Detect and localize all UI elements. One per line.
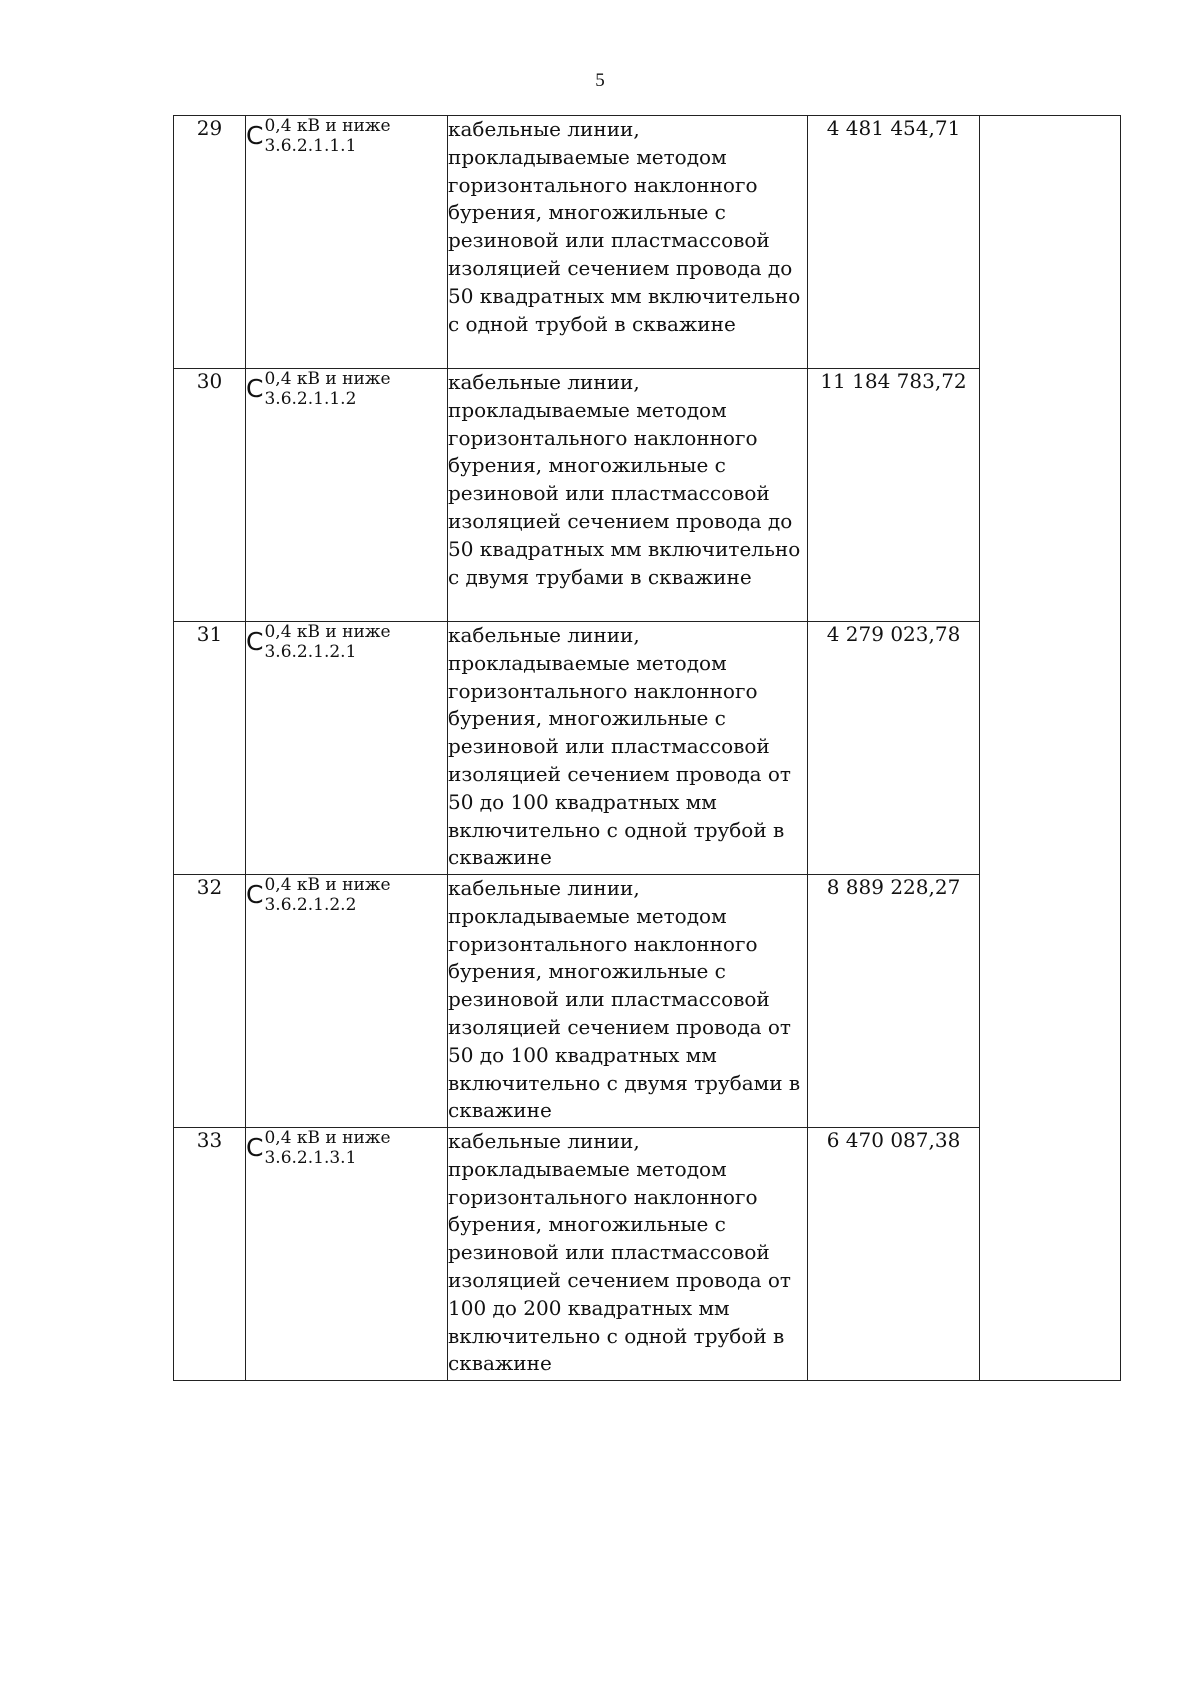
rate-code-superscript: 0,4 кВ и ниже bbox=[264, 369, 391, 389]
rate-code-letter: C bbox=[246, 627, 264, 656]
rate-code-formula bbox=[246, 369, 391, 409]
rate-code-subscript: 3.6.2.1.2.1 bbox=[264, 642, 357, 662]
row-description: кабельные линии, прокладываемые методом горизонтального наклонного бурения, многожильные с резиновой или пластмассовой изоляцией сечением провода до 50 квадратных мм включительно с двумя трубами в скважине bbox=[448, 369, 808, 622]
rate-code-superscript: 0,4 кВ и ниже bbox=[264, 875, 391, 895]
rate-code-subscript: 3.6.2.1.2.2 bbox=[264, 895, 357, 915]
row-value: 11 184 783,72 bbox=[808, 369, 980, 622]
row-number: 30 bbox=[174, 369, 246, 622]
rate-code-superscript: 0,4 кВ и ниже bbox=[264, 1128, 391, 1148]
rate-code-superscript: 0,4 кВ и ниже bbox=[264, 622, 391, 642]
row-description: кабельные линии, прокладываемые методом горизонтального наклонного бурения, многожильные с резиновой или пластмассовой изоляцией сечением провода до 50 квадратных мм включительно с одной трубой в скважине bbox=[448, 116, 808, 369]
rate-code-subscript: 3.6.2.1.3.1 bbox=[264, 1148, 357, 1168]
table-row bbox=[174, 1128, 1121, 1381]
rate-code-letter: C bbox=[246, 880, 264, 909]
row-number: 33 bbox=[174, 1128, 246, 1381]
rate-code bbox=[246, 369, 448, 622]
rate-code-subscript: 3.6.2.1.1.1 bbox=[264, 136, 357, 156]
merged-empty-cell bbox=[980, 116, 1121, 1381]
rate-code-superscript: 0,4 кВ и ниже bbox=[264, 116, 391, 136]
rate-code-formula bbox=[246, 622, 391, 662]
row-description: кабельные линии, прокладываемые методом горизонтального наклонного бурения, многожильные с резиновой или пластмассовой изоляцией сечением провода от 100 до 200 квадратных мм включительно с одной трубой в скважине bbox=[448, 1128, 808, 1381]
rate-code-subscript: 3.6.2.1.1.2 bbox=[264, 389, 357, 409]
row-number: 31 bbox=[174, 622, 246, 875]
row-number: 32 bbox=[174, 875, 246, 1128]
table-row bbox=[174, 369, 1121, 622]
rate-code bbox=[246, 116, 448, 369]
rate-code bbox=[246, 875, 448, 1128]
table-row bbox=[174, 875, 1121, 1128]
row-value: 8 889 228,27 bbox=[808, 875, 980, 1128]
rate-code-formula bbox=[246, 1128, 391, 1168]
page-number: 5 bbox=[595, 70, 605, 91]
row-description: кабельные линии, прокладываемые методом горизонтального наклонного бурения, многожильные с резиновой или пластмассовой изоляцией сечением провода от 50 до 100 квадратных мм включительно с одной трубой в скважине bbox=[448, 622, 808, 875]
table-row bbox=[174, 622, 1121, 875]
row-description: кабельные линии, прокладываемые методом горизонтального наклонного бурения, многожильные с резиновой или пластмассовой изоляцией сечением провода от 50 до 100 квадратных мм включительно с двумя трубами в скважине bbox=[448, 875, 808, 1128]
row-value: 4 279 023,78 bbox=[808, 622, 980, 875]
rate-code-letter: C bbox=[246, 1133, 264, 1162]
rate-code-formula bbox=[246, 116, 391, 156]
rate-code-formula bbox=[246, 875, 391, 915]
row-value: 4 481 454,71 bbox=[808, 116, 980, 369]
table-row bbox=[174, 116, 1121, 369]
tariff-table bbox=[173, 115, 1121, 1381]
rate-code-letter: C bbox=[246, 374, 264, 403]
rate-code bbox=[246, 1128, 448, 1381]
row-number: 29 bbox=[174, 116, 246, 369]
rate-code bbox=[246, 622, 448, 875]
row-value: 6 470 087,38 bbox=[808, 1128, 980, 1381]
rate-code-letter: C bbox=[246, 121, 264, 150]
